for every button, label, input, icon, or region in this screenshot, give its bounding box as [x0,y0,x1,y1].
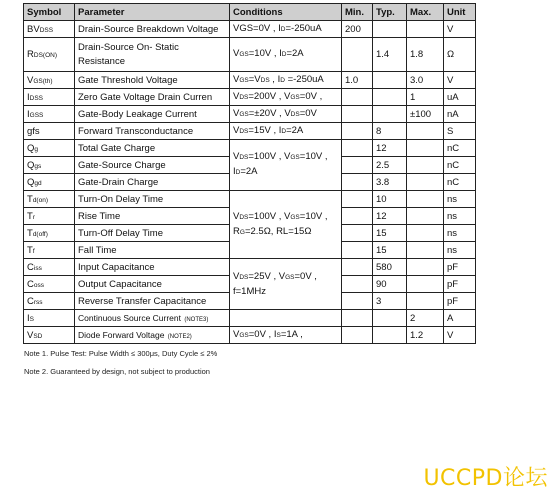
unit-cell: nC [444,157,476,174]
conditions-cell: VGS=0V , ID=-250uA [230,21,342,38]
typ-cell [373,72,407,89]
parameter-text: Gate Threshold Voltage [78,74,178,86]
unit-cell: pF [444,276,476,293]
parameter-text: Diode Forward Voltage [78,329,165,340]
watermark: UCCPD论坛 [423,466,548,491]
note-1: Note 1. Pulse Test: Pulse Width ≤ 300μs, Duty Cycle ≤ 2% [24,349,218,358]
parameter-text: Gate-Body Leakage Current [78,108,197,120]
table-row [24,140,476,157]
symbol-subscript: GS(th) [33,77,53,85]
unit-cell: V [444,21,476,38]
min-cell [342,310,373,327]
symbol-text: Q [27,142,35,154]
parameter-text: Turn-Off Delay Time [78,227,163,239]
conditions-cell: VGS=±20V , VDS=0V [230,106,342,123]
symbol-cell [24,276,75,293]
parameter-cell [75,72,230,89]
symbol-cell [24,293,75,310]
unit-cell: pF [444,293,476,310]
typ-cell: 2.5 [373,157,407,174]
symbol-cell [24,123,75,140]
symbol-cell [24,242,75,259]
unit-cell: ns [444,242,476,259]
min-cell [342,259,373,276]
header-unit: Unit [444,4,476,21]
symbol-cell [24,327,75,344]
parameter-cell [75,293,230,310]
typ-cell [373,89,407,106]
conditions-cell: VGS=0V , IS=1A , [230,327,342,344]
max-cell [407,123,444,140]
table-row [24,38,476,72]
symbol-subscript: DSS [29,94,44,102]
unit-cell: ns [444,225,476,242]
symbol-text: T [27,244,33,256]
min-cell [342,225,373,242]
table-row [24,259,476,276]
conditions-cell-merged: VDS=100V , VGS=10V , RG=2.5Ω, RL=15Ω [230,191,342,259]
symbol-subscript: r [32,213,35,221]
parameter-cell [75,259,230,276]
parameter-cell [75,276,230,293]
max-cell [407,174,444,191]
conditions-cell: VDS=200V , VGS=0V , [230,89,342,106]
min-cell [342,123,373,140]
symbol-text: I [27,312,30,324]
parameter-cell [75,225,230,242]
parameter-cell [75,89,230,106]
electrical-characteristics-table [23,3,476,344]
unit-cell: Ω [444,38,476,72]
min-cell [342,191,373,208]
typ-cell [373,310,407,327]
symbol-text: I [27,91,30,103]
symbol-subscript: gs [34,162,42,170]
unit-cell: nC [444,174,476,191]
symbol-subscript: gd [34,179,42,187]
parameter-cell [75,38,230,72]
parameter-note: (NOTE2) [164,333,192,340]
table-row [24,327,476,344]
max-cell: 2 [407,310,444,327]
conditions-cell [230,310,342,327]
symbol-text: T [27,193,33,205]
min-cell [342,293,373,310]
min-cell: 200 [342,21,373,38]
header-max: Max. [407,4,444,21]
symbol-subscript: f [32,247,35,255]
min-cell [342,89,373,106]
typ-cell: 15 [373,242,407,259]
parameter-cell [75,123,230,140]
symbol-subscript: iss [33,264,42,272]
parameter-text: Continuous Source Current [78,312,182,323]
parameter-text: Output Capacitance [78,278,162,290]
symbol-subscript: d(off) [32,230,48,238]
table-row [24,72,476,89]
typ-cell: 12 [373,140,407,157]
unit-cell: S [444,123,476,140]
unit-cell: V [444,327,476,344]
header-min: Min. [342,4,373,21]
parameter-note: (NOTE3) [181,316,209,323]
unit-cell: pF [444,259,476,276]
parameter-text: Rise Time [78,210,121,222]
symbol-cell [24,208,75,225]
max-cell: 1 [407,89,444,106]
symbol-text: Q [27,176,35,188]
unit-cell: ns [444,208,476,225]
typ-cell: 12 [373,208,407,225]
parameter-cell [75,242,230,259]
parameter-cell [75,106,230,123]
parameter-cell [75,208,230,225]
symbol-cell [24,21,75,38]
symbol-cell [24,140,75,157]
parameter-text: Input Capacitance [78,261,155,273]
symbol-text: gfs [27,125,40,137]
parameter-text: Drain-Source Breakdown Voltage [78,23,219,35]
unit-cell: V [444,72,476,89]
symbol-subscript: DSS [39,26,54,34]
typ-cell: 3 [373,293,407,310]
symbol-cell [24,89,75,106]
unit-cell: nC [444,140,476,157]
min-cell [342,106,373,123]
symbol-subscript: g [34,145,39,153]
note-2: Note 2. Guaranteed by design, not subject to production [24,367,210,376]
min-cell [342,327,373,344]
min-cell [342,157,373,174]
symbol-cell [24,225,75,242]
symbol-text: C [27,295,34,307]
max-cell [407,157,444,174]
parameter-text: Forward Transconductance [78,125,194,137]
table-row [24,191,476,208]
max-cell: 1.8 [407,38,444,72]
typ-cell [373,327,407,344]
max-cell [407,140,444,157]
min-cell [342,38,373,72]
symbol-subscript: rss [33,298,43,306]
max-cell: ±100 [407,106,444,123]
table-row [24,106,476,123]
table-row [24,123,476,140]
conditions-cell-merged: VDS=100V , VGS=10V , ID=2A [230,140,342,191]
header-symbol: Symbol [24,4,75,21]
max-cell [407,242,444,259]
typ-cell: 580 [373,259,407,276]
typ-cell: 10 [373,191,407,208]
max-cell: 1.2 [407,327,444,344]
parameter-text: Total Gate Charge [78,142,156,154]
parameter-text: Fall Time [78,244,117,256]
symbol-subscript: DS(ON) [33,52,57,59]
parameter-text: Gate-Drain Charge [78,176,159,188]
typ-cell [373,106,407,123]
symbol-cell [24,157,75,174]
symbol-text: T [27,227,33,239]
max-cell [407,191,444,208]
unit-cell: A [444,310,476,327]
symbol-cell [24,174,75,191]
typ-cell: 3.8 [373,174,407,191]
parameter-cell [75,140,230,157]
typ-cell: 90 [373,276,407,293]
unit-cell: nA [444,106,476,123]
symbol-text: BV [27,23,40,35]
min-cell [342,242,373,259]
min-cell [342,140,373,157]
min-cell [342,276,373,293]
min-cell [342,208,373,225]
table-row [24,21,476,38]
symbol-text: I [27,108,30,120]
min-cell [342,174,373,191]
max-cell [407,225,444,242]
header-typ: Typ. [373,4,407,21]
parameter-text: Drain-Source On- Static Resistance [78,41,179,67]
parameter-text: Zero Gate Voltage Drain Curren [78,91,213,103]
parameter-cell [75,157,230,174]
parameter-cell [75,21,230,38]
parameter-text: Turn-On Delay Time [78,193,164,205]
symbol-text: C [27,261,34,273]
typ-cell: 1.4 [373,38,407,72]
conditions-cell: VGS=VDS , ID =-250uA [230,72,342,89]
symbol-text: C [27,278,34,290]
symbol-text: V [27,329,34,341]
parameter-text: Reverse Transfer Capacitance [78,295,207,307]
symbol-text: Q [27,159,35,171]
symbol-text: V [27,74,34,86]
conditions-cell-merged: VDS=25V , VGS=0V , f=1MHz [230,259,342,310]
symbol-cell [24,38,75,72]
max-cell [407,276,444,293]
unit-cell: ns [444,191,476,208]
table-header-row [24,4,476,21]
symbol-text: T [27,210,33,222]
max-cell [407,208,444,225]
table-row [24,89,476,106]
unit-cell: uA [444,89,476,106]
conditions-cell: VDS=15V , ID=2A [230,123,342,140]
symbol-cell [24,259,75,276]
parameter-cell [75,191,230,208]
symbol-cell [24,106,75,123]
parameter-cell [75,174,230,191]
max-cell [407,259,444,276]
max-cell [407,21,444,38]
symbol-subscript: GSS [29,111,44,119]
header-conditions: Conditions [230,4,342,21]
symbol-subscript: d(on) [32,196,48,204]
max-cell: 3.0 [407,72,444,89]
table-row [24,310,476,327]
parameter-cell [75,310,230,327]
symbol-cell [24,72,75,89]
symbol-subscript: SD [33,332,43,340]
parameter-cell [75,327,230,344]
header-parameter: Parameter [75,4,230,21]
min-cell: 1.0 [342,72,373,89]
typ-cell: 8 [373,123,407,140]
typ-cell [373,21,407,38]
parameter-text: Gate-Source Charge [78,159,166,171]
symbol-cell [24,310,75,327]
symbol-subscript: S [29,315,34,323]
symbol-subscript: oss [33,281,44,289]
conditions-cell: VGS=10V , ID=2A [230,38,342,72]
max-cell [407,293,444,310]
symbol-cell [24,191,75,208]
symbol-text: R [27,49,34,60]
typ-cell: 15 [373,225,407,242]
